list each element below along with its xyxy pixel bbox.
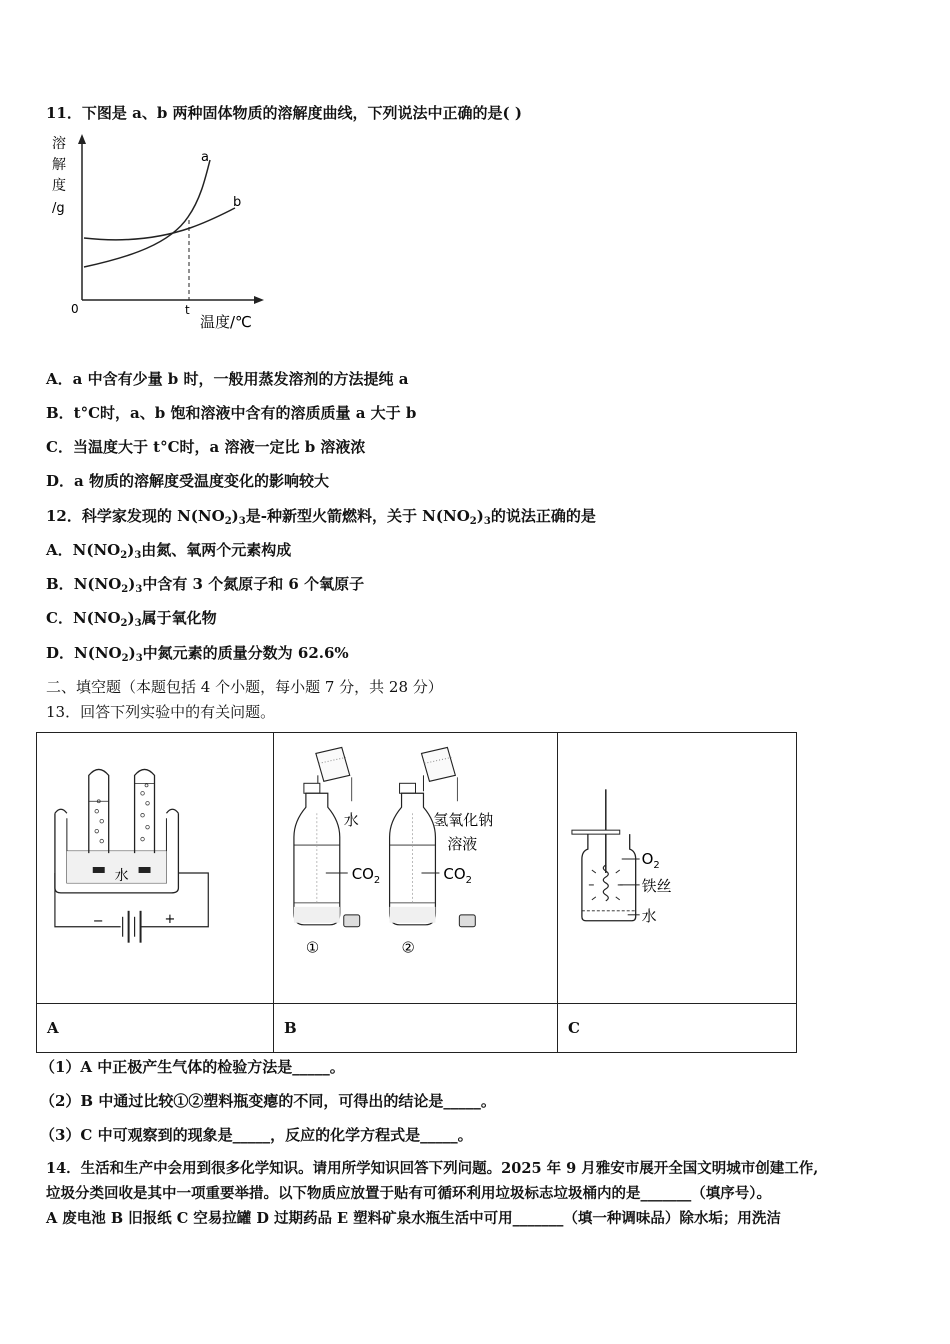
- ylabel-4: /g: [52, 201, 65, 216]
- solubility-graph: [40, 132, 280, 337]
- water-label-c: 水: [641, 906, 657, 925]
- curve-a-label: a: [201, 150, 209, 165]
- formula: N(NO: [74, 644, 122, 662]
- label-c: C: [558, 1004, 797, 1053]
- label-a: A: [37, 1004, 274, 1053]
- q12-option-d: [46, 643, 349, 669]
- curve-a: [84, 160, 210, 267]
- q11-option-d: D．a 物质的溶解度受温度变化的影响较大: [46, 472, 329, 490]
- option-letter: C．: [46, 609, 73, 627]
- q12-stem: [46, 506, 596, 532]
- q12-sub-3: 3: [238, 516, 246, 527]
- t-label: t: [185, 303, 190, 317]
- q13-sub-1: （1）A 中正极产生气体的检验方法是_____。: [40, 1058, 345, 1076]
- o2-sub: 2: [653, 860, 660, 871]
- formula-sub-3: 3: [135, 584, 143, 595]
- co2-text: CO: [351, 864, 374, 883]
- option-letter: D．: [46, 644, 75, 662]
- bottle-1-number: ①: [305, 938, 320, 957]
- q12-stem-part-2: 是-种新型火箭燃料，关于 N(NO: [245, 507, 470, 525]
- curve-b-label: b: [233, 195, 242, 210]
- formula-sub-3: 3: [134, 550, 142, 561]
- q14-line-3: A 废电池 B 旧报纸 C 空易拉罐 D 过期药品 E 塑料矿泉水瓶生活中可用_______（填一种调味品）除水垢；用洗洁: [46, 1210, 781, 1227]
- x-axis-arrow: [254, 296, 264, 304]
- q14-line-2: 垃圾分类回收是其中一项重要举措。以下物质应放置于贴有可循环利用垃圾标志垃圾桶内的是_______（填序号）。: [46, 1185, 771, 1202]
- lid-2: [459, 915, 475, 927]
- ylabel-2: 解: [52, 157, 66, 173]
- q11-option-c: C．当温度大于 t°C时，a 溶液一定比 b 溶液浓: [46, 438, 366, 456]
- co2-text: CO: [443, 864, 466, 883]
- iron-combustion-figure: [558, 733, 796, 1003]
- lid-1: [344, 915, 360, 927]
- electrolysis-figure: [37, 733, 273, 1003]
- formula-close: ): [127, 541, 135, 559]
- minus-label: −: [92, 913, 104, 929]
- label-b: B: [274, 1004, 558, 1053]
- figure-a-cell: [37, 733, 274, 1004]
- q11-stem: 11．下图是 a、b 两种固体物质的溶解度曲线，下列说法中正确的是( ): [46, 104, 522, 122]
- ylabel-3: 度: [52, 178, 66, 194]
- co2-label-2: [443, 865, 472, 886]
- option-text: 由氮、氧两个元素构成: [141, 541, 292, 559]
- formula-sub-2: 2: [121, 653, 129, 664]
- formula-sub-3: 3: [135, 653, 143, 664]
- beaker-2: [421, 747, 455, 781]
- q12-stem-paren-b: ): [476, 507, 484, 525]
- q11-option-b: B．t°C时，a、b 饱和溶液中含有的溶质质量 a 大于 b: [46, 404, 417, 422]
- co2-sub: 2: [373, 874, 381, 886]
- naoh-label-1: 氢氧化钠: [433, 811, 494, 830]
- option-letter: A．: [46, 541, 73, 559]
- bottle-2: [390, 793, 436, 925]
- tube-right: [135, 769, 155, 853]
- glass-cover: [572, 830, 620, 834]
- option-text: 中含有 3 个氮原子和 6 个氧原子: [142, 575, 365, 593]
- formula-close: ): [128, 575, 136, 593]
- q12-sub-2: 2: [224, 516, 232, 527]
- o2-text: O: [641, 850, 654, 869]
- section-2-heading: 二、填空题（本题包括 4 个小题，每小题 7 分，共 28 分）: [46, 678, 443, 696]
- option-letter: B．: [46, 575, 74, 593]
- iron-wire-label: 铁丝: [641, 876, 672, 895]
- co2-sub: 2: [465, 874, 472, 886]
- naoh-label-2: 溶液: [447, 835, 478, 854]
- q12-stem-paren: ): [231, 507, 239, 525]
- co2-label-1: [352, 865, 381, 886]
- q13-sub-2: （2）B 中通过比较①②塑料瓶变瘪的不同，可得出的结论是_____。: [40, 1092, 496, 1110]
- q12-sub-2b: 2: [469, 516, 477, 527]
- option-text: 属于氧化物: [141, 609, 217, 627]
- plus-label: +: [164, 911, 176, 927]
- formula: N(NO: [72, 541, 121, 559]
- formula-sub-2: 2: [120, 550, 128, 561]
- figure-b-cell: [274, 733, 558, 1004]
- ylabel-1: 溶: [52, 136, 66, 152]
- co2-bottle-figure: [274, 733, 557, 1003]
- y-axis-arrow: [78, 134, 86, 144]
- curve-b: [84, 208, 235, 240]
- water-label-a: 水: [114, 867, 129, 884]
- bottle-1: [294, 793, 340, 925]
- option-text: 中氮元素的质量分数为 62.6%: [142, 644, 349, 662]
- formula-close: ): [127, 609, 135, 627]
- gas-jar: [582, 834, 636, 921]
- figure-c-cell: [558, 733, 797, 1004]
- q12-stem-end: 的说法正确的是: [490, 507, 596, 525]
- formula-sub-3: 3: [134, 618, 142, 629]
- q12-sub-3b: 3: [483, 516, 491, 527]
- q13-sub-3: （3）C 中可观察到的现象是_____，反应的化学方程式是_____。: [40, 1126, 473, 1144]
- iron-coil: [603, 865, 608, 901]
- q12-option-a: [46, 540, 291, 566]
- x-axis-label: 温度/℃: [200, 313, 252, 331]
- beaker-1: [316, 747, 350, 781]
- origin-label: 0: [71, 302, 79, 316]
- formula-close: ): [128, 644, 136, 662]
- q11-option-a: A．a 中含有少量 b 时，一般用蒸发溶剂的方法提纯 a: [46, 370, 409, 388]
- formula: N(NO: [73, 575, 122, 593]
- o2-label: [642, 850, 660, 871]
- electrode-right: [139, 867, 151, 873]
- formula-sub-2: 2: [121, 584, 129, 595]
- q13-stem: 13．回答下列实验中的有关问题。: [46, 703, 276, 721]
- experiment-table: [36, 732, 797, 1053]
- q12-stem-part-1: 12．科学家发现的 N(NO: [46, 507, 225, 525]
- bottle-2-number: ②: [401, 938, 415, 957]
- formula-sub-2: 2: [120, 618, 128, 629]
- q12-option-b: [46, 574, 364, 600]
- water-label-b: 水: [343, 811, 359, 830]
- formula: N(NO: [72, 609, 121, 627]
- q14-line-1: 14．生活和生产中会用到很多化学知识。请用所学知识回答下列问题。2025 年 9 月雅安市展开全国文明城市创建工作,: [46, 1160, 819, 1177]
- q12-option-c: [46, 608, 217, 634]
- electrode-left: [93, 867, 105, 873]
